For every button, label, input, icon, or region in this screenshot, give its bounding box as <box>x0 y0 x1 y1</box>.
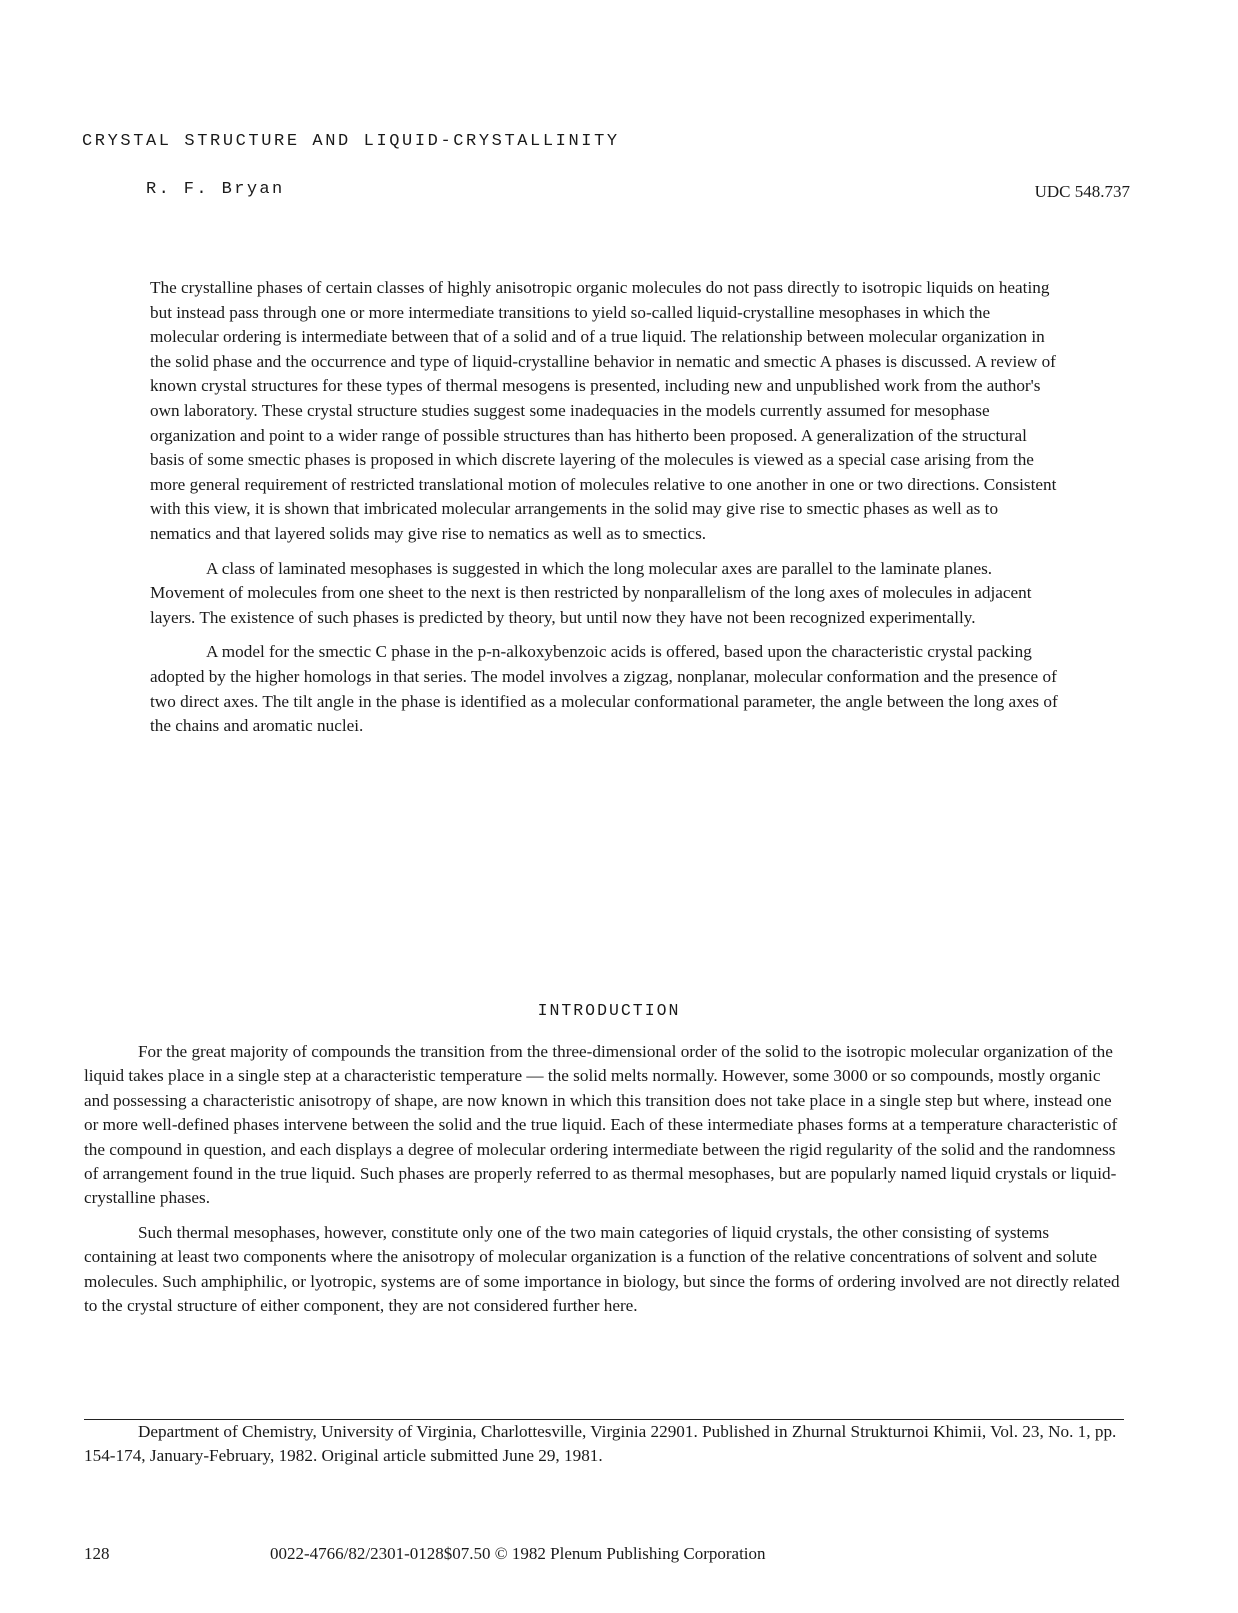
abstract-paragraph-3: A model for the smectic C phase in the p-n-alkoxybenzoic acids is offered, based upon the characteristic crystal packing adopted by the higher homologs in that series. The model involves a zigzag, nonplanar, molecular conformation and the presence of two direct axes. The tilt angle in the phase is identified as a molecular conformational parameter, the angle between the long axes of the chains and aromatic nuclei. <box>150 642 1058 736</box>
introduction-paragraph-1: For the great majority of compounds the transition from the three-dimensional order of the solid to the isotropic molecular organization of the liquid takes place in a single step at a characteristic temperature — the solid melts normally. However, some 3000 or so compounds, mostly organic and possessing a characteristic anisotropy of shape, are now known in which this transition does not take place in a single step but where, instead one or more well-defined phases intervene between the solid and the true liquid. Each of these intermediate phases forms at a temperature characteristic of the compound in question, and each displays a degree of molecular ordering intermediate between the rigid regularity of the solid and the randomness of arrangement found in the true liquid. Such phases are properly referred to as thermal mesophases, but are popularly named liquid crystals or liquid-crystalline phases. <box>84 1042 1118 1208</box>
footnote: Department of Chemistry, University of Virginia, Charlottesville, Virginia 22901. Published in Zhurnal Strukturnoi Khimii, Vol. 23, No. 1, pp. 154-174, January-February, 1982. Original article submitted June 29, 1981. <box>84 1422 1117 1466</box>
copyright-line: 0022-4766/82/2301-0128$07.50 © 1982 Plenum Publishing Corporation <box>270 1544 766 1563</box>
udc-code: UDC 548.737 <box>1034 182 1130 201</box>
introduction-paragraph-2: Such thermal mesophases, however, constitute only one of the two main categories of liquid crystals, the other consisting of systems containing at least two components where the anisotropy of molecular organization is a function of the relative concentrations of solvent and solute molecules. Such amphiphilic, or lyotropic, systems are of some importance in biology, but since the forms of ordering involved are not directly related to the crystal structure of either component, they are not considered further here. <box>84 1222 1120 1316</box>
abstract-paragraph-2: A class of laminated mesophases is suggested in which the long molecular axes are parallel to the laminate planes. Movement of molecules from one sheet to the next is then restricted by nonparallelism of the long axes of molecules in adjacent layers. The existence of such phases is predicted by theory, but until now they have not been recognized experimentally. <box>150 558 1032 627</box>
abstract <box>150 276 1060 749</box>
page-number: 128 <box>84 1544 110 1563</box>
article-title: CRYSTAL STRUCTURE AND LIQUID-CRYSTALLINITY <box>82 132 620 151</box>
author-name: R. F. Bryan <box>146 180 285 199</box>
section-heading-introduction: INTRODUCTION <box>537 1001 681 1020</box>
introduction-body <box>84 1040 1124 1328</box>
abstract-paragraph-1: The crystalline phases of certain classes of highly anisotropic organic molecules do not pass directly to isotropic liquids on heating but instead pass through one or more intermediate transitions to yield so-called liquid-crystalline mesophases in which the molecular ordering is intermediate between that of a solid and of a true liquid. The relationship between molecular organization in the solid phase and the occurrence and type of liquid-crystalline behavior in nematic and smectic A phases is discussed. A review of known crystal structures for these types of thermal mesogens is presented, including new and unpublished work from the author's own laboratory. These crystal structure studies suggest some inadequacies in the models currently assumed for mesophase organization and point to a wider range of possible structures than has hitherto been proposed. A generalization of the structural basis of some smectic phases is proposed in which discrete layering of the molecules is viewed as a special case arising from the more general requirement of restricted translational motion of molecules relative to one another in one or two directions. Consistent with this view, it is shown that imbricated molecular arrangements in the solid may give rise to smectic phases as well as to nematics and that layered solids may give rise to nematics as well as to smectics. <box>150 278 1057 543</box>
